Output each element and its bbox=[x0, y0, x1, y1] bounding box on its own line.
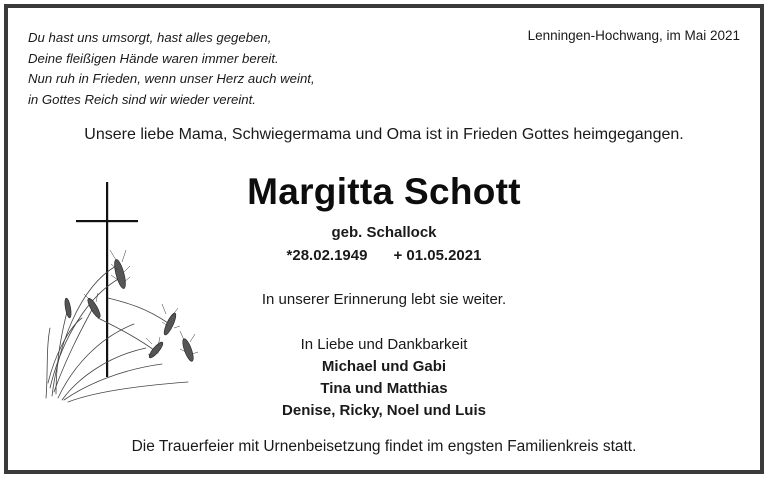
poem-line: in Gottes Reich sind wir wieder vereint. bbox=[28, 91, 256, 107]
death-date: + 01.05.2021 bbox=[393, 247, 482, 264]
birth-date: *28.02.1949 bbox=[286, 247, 368, 264]
family-heading: In Liebe und Dankbarkeit bbox=[300, 336, 468, 353]
memory-line: In unserer Erinnerung lebt sie weiter. bbox=[261, 291, 507, 308]
funeral-note: Die Trauerfeier mit Urnenbeisetzung findet im engsten Familienkreis statt. bbox=[131, 438, 637, 455]
intro-text: Unsere liebe Mama, Schwiegermama und Oma ist in Frieden Gottes heimgegangen. bbox=[84, 126, 684, 143]
obituary-card bbox=[4, 4, 764, 474]
wheat-ears-icon bbox=[64, 258, 196, 362]
poem-line: Du hast uns umsorgt, hast alles gegeben, bbox=[28, 30, 272, 45]
deceased-name: Margitta Schott bbox=[247, 171, 521, 212]
cross-wheat-decoration bbox=[38, 178, 208, 403]
poem bbox=[28, 28, 315, 110]
maiden-name: geb. Schallock bbox=[331, 224, 437, 241]
family-name: Michael und Gabi bbox=[321, 358, 447, 375]
family-name: Tina und Matthias bbox=[320, 380, 448, 397]
family-name: Denise, Ricky, Noel und Luis bbox=[282, 402, 486, 419]
cross-icon bbox=[76, 182, 138, 377]
poem-line: Nun ruh in Frieden, wenn unser Herz auch weint, bbox=[28, 71, 315, 86]
poem-line: Deine fleißigen Hände waren immer bereit. bbox=[28, 50, 279, 66]
place-date: Lenningen-Hochwang, im Mai 2021 bbox=[527, 28, 740, 43]
